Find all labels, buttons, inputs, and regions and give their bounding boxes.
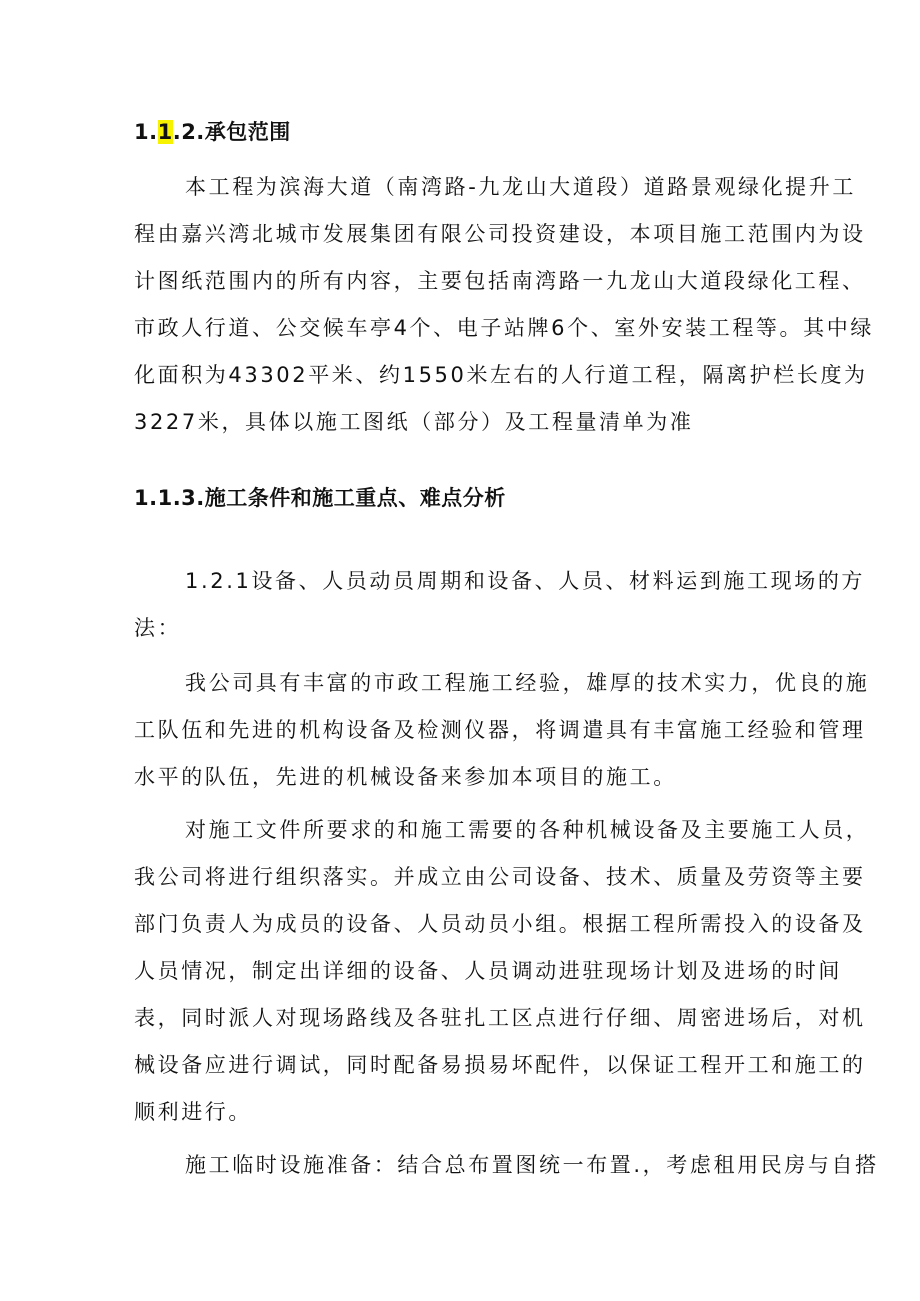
text-line: 表，同时派人对现场路线及各驻扎工区点进行仔细、周密进场后，对机 — [134, 1006, 866, 1030]
text-line: 程由嘉兴湾北城市发展集团有限公司投资建设，本项目施工范围内为设 — [134, 222, 866, 246]
heading-number-prefix: 1. — [134, 120, 158, 144]
heading-title: 施工条件和施工重点、难点分析 — [204, 486, 506, 510]
section-heading-1-1-3 — [134, 482, 506, 512]
text-line: 本工程为滨海大道（南湾路-九龙山大道段）道路景观绿化提升工 — [185, 175, 856, 199]
text-line: 市政人行道、公交候车亭4个、电子站牌6个、室外安装工程等。其中绿 — [134, 316, 874, 340]
text-line: 3227米，具体以施工图纸（部分）及工程量清单为准 — [134, 410, 694, 434]
heading-title: 承包范围 — [204, 120, 291, 144]
heading-number-suffix: .2. — [172, 120, 205, 144]
text-line: 人员情况，制定出详细的设备、人员调动进驻现场计划及进场的时间 — [134, 959, 842, 983]
text-line: 械设备应进行调试，同时配备易损易坏配件，以保证工程开工和施工的 — [134, 1053, 866, 1077]
text-line: 对施工文件所要求的和施工需要的各种机械设备及主要施工人员， — [185, 818, 870, 842]
text-line: 计图纸范围内的所有内容，主要包括南湾路一九龙山大道段绿化工程、 — [134, 269, 866, 293]
text-line: 化面积为43302平米、约1550米左右的人行道工程，隔离护栏长度为 — [134, 363, 868, 387]
highlighted-digit: 1 — [157, 120, 173, 144]
text-line: 施工临时设施准备：结合总布置图统一布置.，考虑租用民房与自搭 — [185, 1153, 879, 1177]
section-heading-1-1-2 — [134, 116, 291, 146]
text-line: 水平的队伍，先进的机械设备来参加本项目的施工。 — [134, 765, 677, 789]
text-line: 我公司具有丰富的市政工程施工经验，雄厚的技术实力，优良的施 — [185, 671, 870, 695]
text-line: 法： — [134, 616, 182, 640]
heading-number: 1.1.3. — [134, 486, 205, 510]
text-line: 1.2.1设备、人员动员周期和设备、人员、材料运到施工现场的方 — [185, 569, 866, 593]
text-line: 我公司将进行组织落实。并成立由公司设备、技术、质量及劳资等主要 — [134, 865, 866, 889]
text-line: 部门负责人为成员的设备、人员动员小组。根据工程所需投入的设备及 — [134, 912, 866, 936]
text-line: 工队伍和先进的机构设备及检测仪器，将调遣具有丰富施工经验和管理 — [134, 718, 866, 742]
text-line: 顺利进行。 — [134, 1100, 252, 1124]
